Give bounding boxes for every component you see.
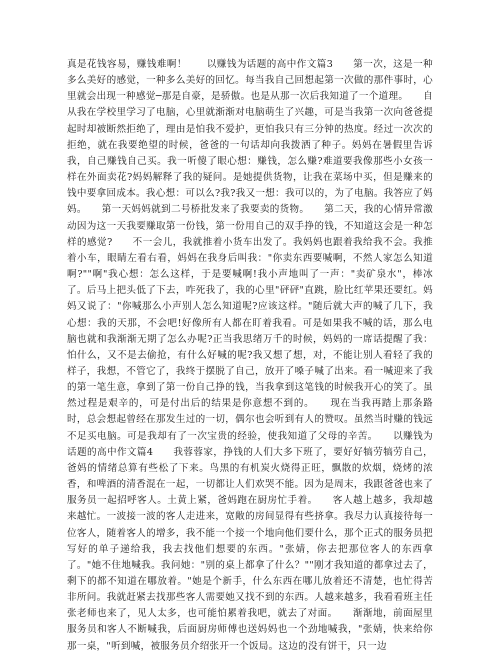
essay-text: 真是花钱容易，赚钱难啊！ 以赚钱为话题的高中作文篇3 第一次，这是一种多么美好的感觉，一种多么美好的回忆。每当我自己回想起第一次做的那件事时，心里就会出现一种感觉─那是自豪，是骄傲。也是从那一次后我知道了一个道理。 自从我在学校里学习了电脑，心里就渐渐对电脑萌生了兴趣，可是当我第一次向爸爸提起时却被断然拒绝了，理由是怕我不爱护，更怕我只有三分钟的热度。经过一次次的拒绝，就在我要绝望的时候，爸爸的一句话却向我拨洒了种子。妈妈在暑假里告诉我，自己赚钱自己买。我一听傻了眼心想：赚钱，怎么赚?难道要我像那些小女孩一样在外面卖花?妈妈解释了我的疑问。是她提供货物，让我在菜场中买，但是赚来的钱中要拿回成本。我心想：可以么?我?我又一想：我可以的，为了电脑。我答应了妈妈。 第一天妈妈就到二号桥批发来了我要卖的货物。 第二天，我的心情异常激动因为这一天我要赚取第一份钱，第一份用自己的双手挣的钱，不知道这会是一种怎样的感觉? 不一会儿，我就推着小货车出发了。我妈妈也跟着我给我不会。我推着小车，眼睛左看右看，妈妈在我身后叫我："你卖东西要喊啊，不然人家怎么知道啊?""啊"我心想：怎么这样，于是要喊啊!我小声地叫了一声："卖矿泉水"，棒冰了。后马上把头低了下去，咋死我了，我的心里"砰砰"直跳，脸比红苹果还要红。妈妈又说了："你喊那么小声别人怎么知道呢?应该这样。"随后就大声的喊了几下，我心想：我的天那，不会吧!好像所有人都在盯着我看。可是如果我不喊的话，那么电脑也就和我渐渐无期了怎么办呢?正当我思绪万千的时候，妈妈的一席话提醒了我：怕什么，又不是去偷抢，有什么好喊的呢?我又想了想，对，不能让别人看轻了我的样子，我想，不管它了，我终于摆脱了自己，放开了嗓子喊了出来。看一喊迎来了我的第一笔生意，拿到了第一份自己挣的钱，当我拿到这笔钱的时候我开心的笑了。虽然过程是艰辛的，可是付出后的结果是你意想不到的。 现在当我再踏上那条路时，总会想起曾经在那发生过的一切，偶尔也会听到有人的赞叹。虽然当时赚的钱远不足买电脑。可是我却有了一次宝贵的经验，使我知道了父母的辛苦。 以赚钱为话题的高中作文篇4 我蓉蓉家，挣钱的人们大多下班了，要好好犒劳犒劳自己，爸妈的情绪总算有些松了下来。鸟黑的有机炭火烧得正旺，飘散的炊烟，烧烤的浓香，和啤酒的清香混在一起，一切都让人们欢哭不能。因为是周末，我跟爸爸也来了服务员一起招呼客人。土黄上紧，爸妈跑在厨房忙手着。 客人越上越多，我却越来越忙。一波接一波的客人走进来，宽敞的房间显得有些挤拿。我尽力认真接待每一位客人，随着客人的增多，我不能一个接一个地向他们要什么，那个正式的服务员把写好的单子递给我，我去找他们想要的东西。"张婧，你去把那位客人的东西拿了。"她不住地喊我。我问她："别的桌上都拿了什么？""刚才我知道的都拿过去了，剩下的都不知道在哪放着。"她是个新手，什么东西在哪儿放着还不清楚，也忙得苦非所问。我就赶紧去找那些客人需要她又找不到的东西。人越来越多，我看看班主任张老师也来了，见人太多，也可能怕累着我吧，就去了对面。 渐渐地，前面屋里服务员和客人不断喊我，后面厨房师傅也送妈妈也一个劲地喊我，"张婧，快来给你那一桌，"听到喊，被服务员介绍张开一个饭局。这边的没有饼干，只一边: [67, 59, 433, 652]
essay-body: [67, 57, 433, 655]
